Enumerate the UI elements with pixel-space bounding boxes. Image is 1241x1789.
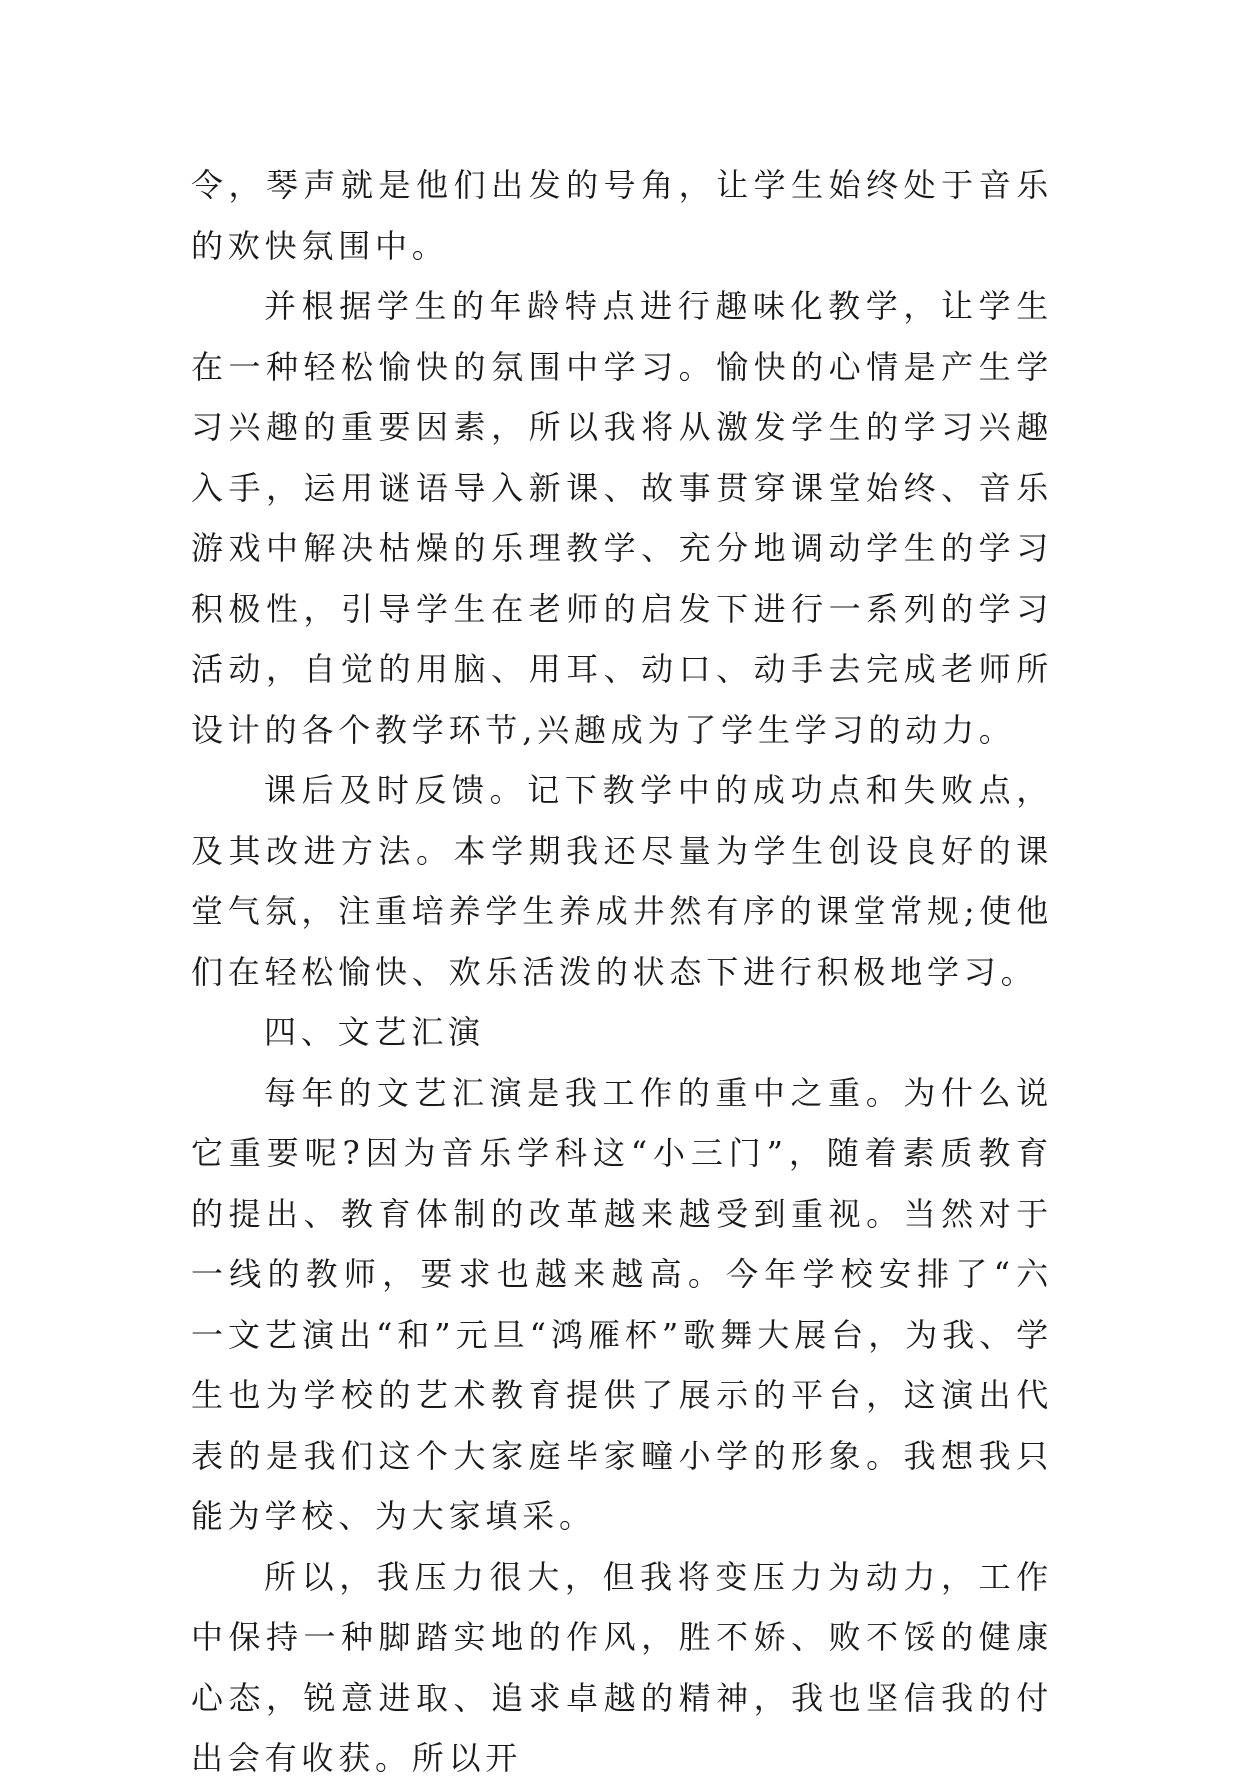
paragraph-pressure: 所以，我压力很大，但我将变压力为动力，工作中保持一种脚踏实地的作风，胜不娇、败不馁的健康心态，锐意进取、追求卓越的精神，我也坚信我的付出会有收获。所以开 — [191, 1557, 1053, 1777]
document-body — [191, 155, 1053, 1789]
section-heading: 四、文艺汇演 — [264, 1013, 485, 1051]
paragraph-interest-teaching: 并根据学生的年龄特点进行趣味化教学，让学生在一种轻松愉快的氛围中学习。愉快的心情是产生学习兴趣的重要因素，所以我将从激发学生的学习兴趣入手，运用谜语导入新课、故事贯穿课堂始终、音乐游戏中解决枯燥的乐理教学、充分地调动学生的学习积极性，引导学生在老师的启发下进行一系列的学习活动，自觉的用脑、用耳、动口、动手去完成老师所设计的各个教学环节,兴趣成为了学生学习的动力。 — [191, 287, 1053, 749]
paragraph-feedback: 课后及时反馈。记下教学中的成功点和失败点，及其改进方法。本学期我还尽量为学生创设良好的课堂气氛，注重培养学生养成井然有序的课堂常规;使他们在轻松愉快、欢乐活泼的状态下进行积极地学习。 — [191, 771, 1053, 991]
paragraph-art-performance: 每年的文艺汇演是我工作的重中之重。为什么说它重要呢?因为音乐学科这“小三门”，随着素质教育的提出、教育体制的改革越来越受到重视。当然对于一线的教师，要求也越来越高。今年学校安排了“六一文艺演出“和”元旦“鸿雁杯”歌舞大展台，为我、学生也为学校的艺术教育提供了展示的平台，这演出代表的是我们这个大家庭毕家疃小学的形象。我想我只能为学校、为大家填采。 — [191, 1073, 1053, 1535]
paragraph-continuation: 令，琴声就是他们出发的号角，让学生始终处于音乐的欢快氛围中。 — [191, 166, 1053, 265]
